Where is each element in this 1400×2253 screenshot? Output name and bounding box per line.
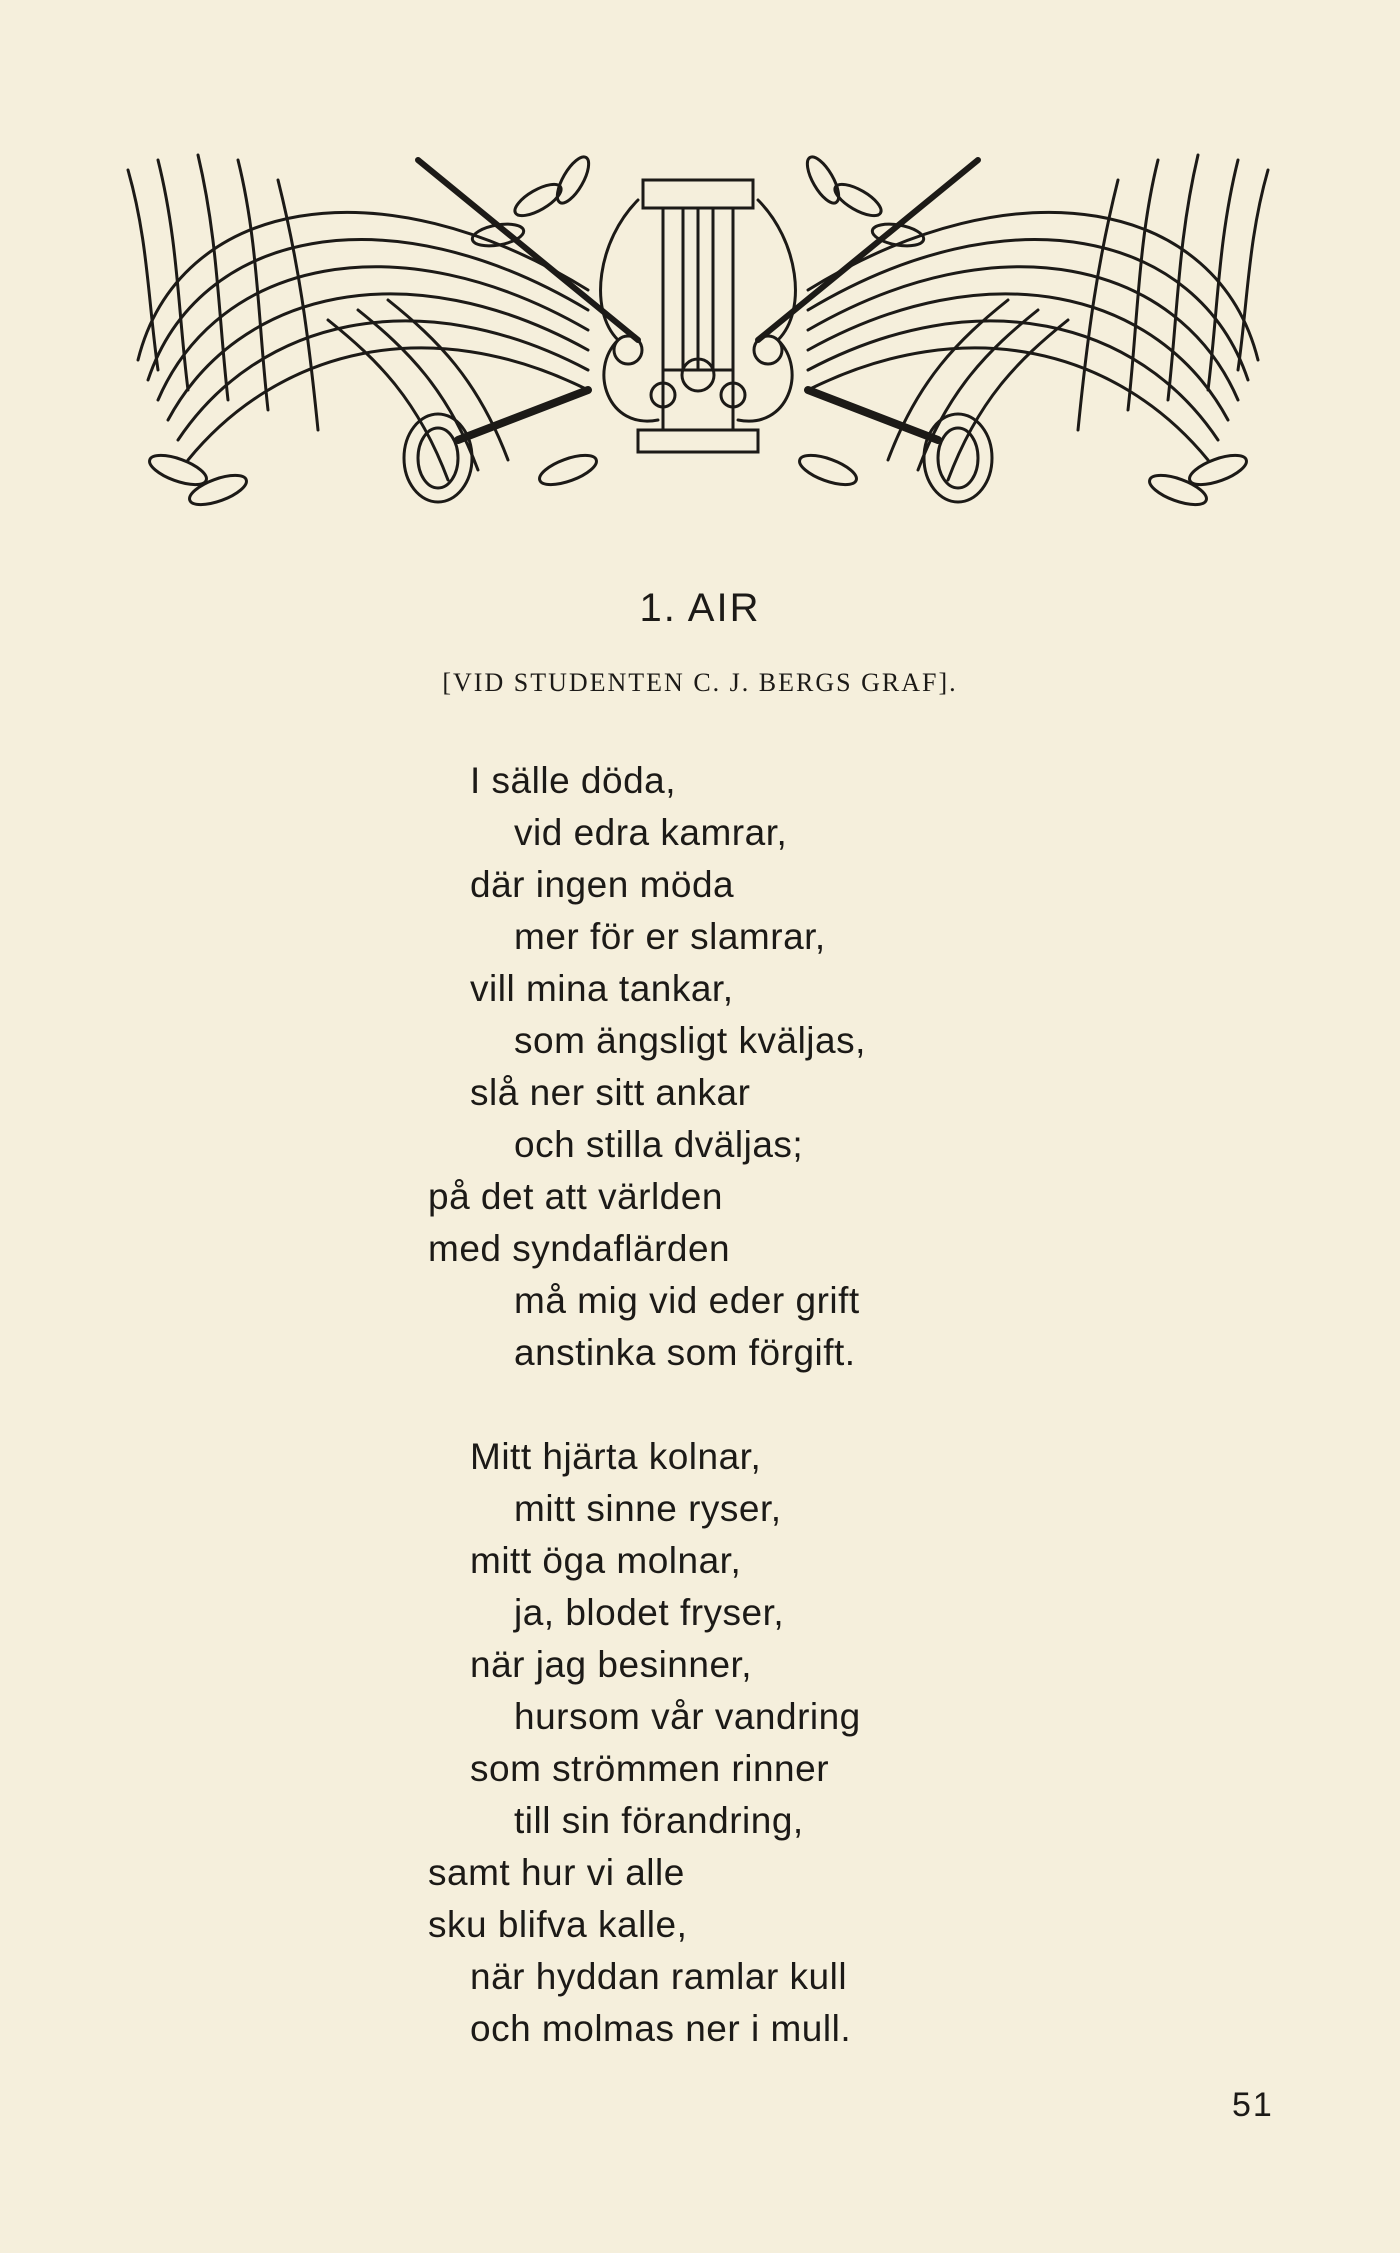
poem-line: sku blifva kalle, bbox=[428, 1904, 688, 1945]
poem-line: I sälle döda, bbox=[470, 760, 677, 801]
poem-line: när jag besinner, bbox=[470, 1644, 753, 1685]
poem-line: mer för er slamrar, bbox=[514, 916, 826, 957]
poem-line: Mitt hjärta kolnar, bbox=[470, 1436, 762, 1477]
poem-line: och stilla dväljas; bbox=[514, 1124, 804, 1165]
poem-line: där ingen möda bbox=[470, 864, 735, 905]
poem-line: och molmas ner i mull. bbox=[470, 2008, 852, 2049]
poem-line: till sin förandring, bbox=[514, 1800, 804, 1841]
poem-dedication: [VID STUDENTEN C. J. BERGS GRAF]. bbox=[442, 668, 958, 697]
poem-line: på det att världen bbox=[428, 1176, 723, 1217]
poem-line: med syndaflärden bbox=[428, 1228, 731, 1269]
poem-line: ja, blodet fryser, bbox=[514, 1592, 785, 1633]
poem-line: samt hur vi alle bbox=[428, 1852, 685, 1893]
poem-line: vill mina tankar, bbox=[470, 968, 734, 1009]
poem-line: må mig vid eder grift bbox=[514, 1280, 860, 1321]
poem-line: hursom vår vandring bbox=[514, 1696, 861, 1737]
poem-line: när hyddan ramlar kull bbox=[470, 1956, 848, 1997]
poem-number: 1. bbox=[639, 586, 677, 630]
poem-line: anstinka som förgift. bbox=[514, 1332, 856, 1373]
poem-line: vid edra kamrar, bbox=[514, 812, 788, 853]
poem-line: mitt öga molnar, bbox=[470, 1540, 742, 1581]
poem-line: slå ner sitt ankar bbox=[470, 1072, 751, 1113]
poem-title: AIR bbox=[687, 586, 761, 630]
poem-line: som ängsligt kväljas, bbox=[514, 1020, 866, 1061]
poem-line: mitt sinne ryser, bbox=[514, 1488, 782, 1529]
page-number: 51 bbox=[1232, 2086, 1274, 2124]
poem-line: som strömmen rinner bbox=[470, 1748, 830, 1789]
